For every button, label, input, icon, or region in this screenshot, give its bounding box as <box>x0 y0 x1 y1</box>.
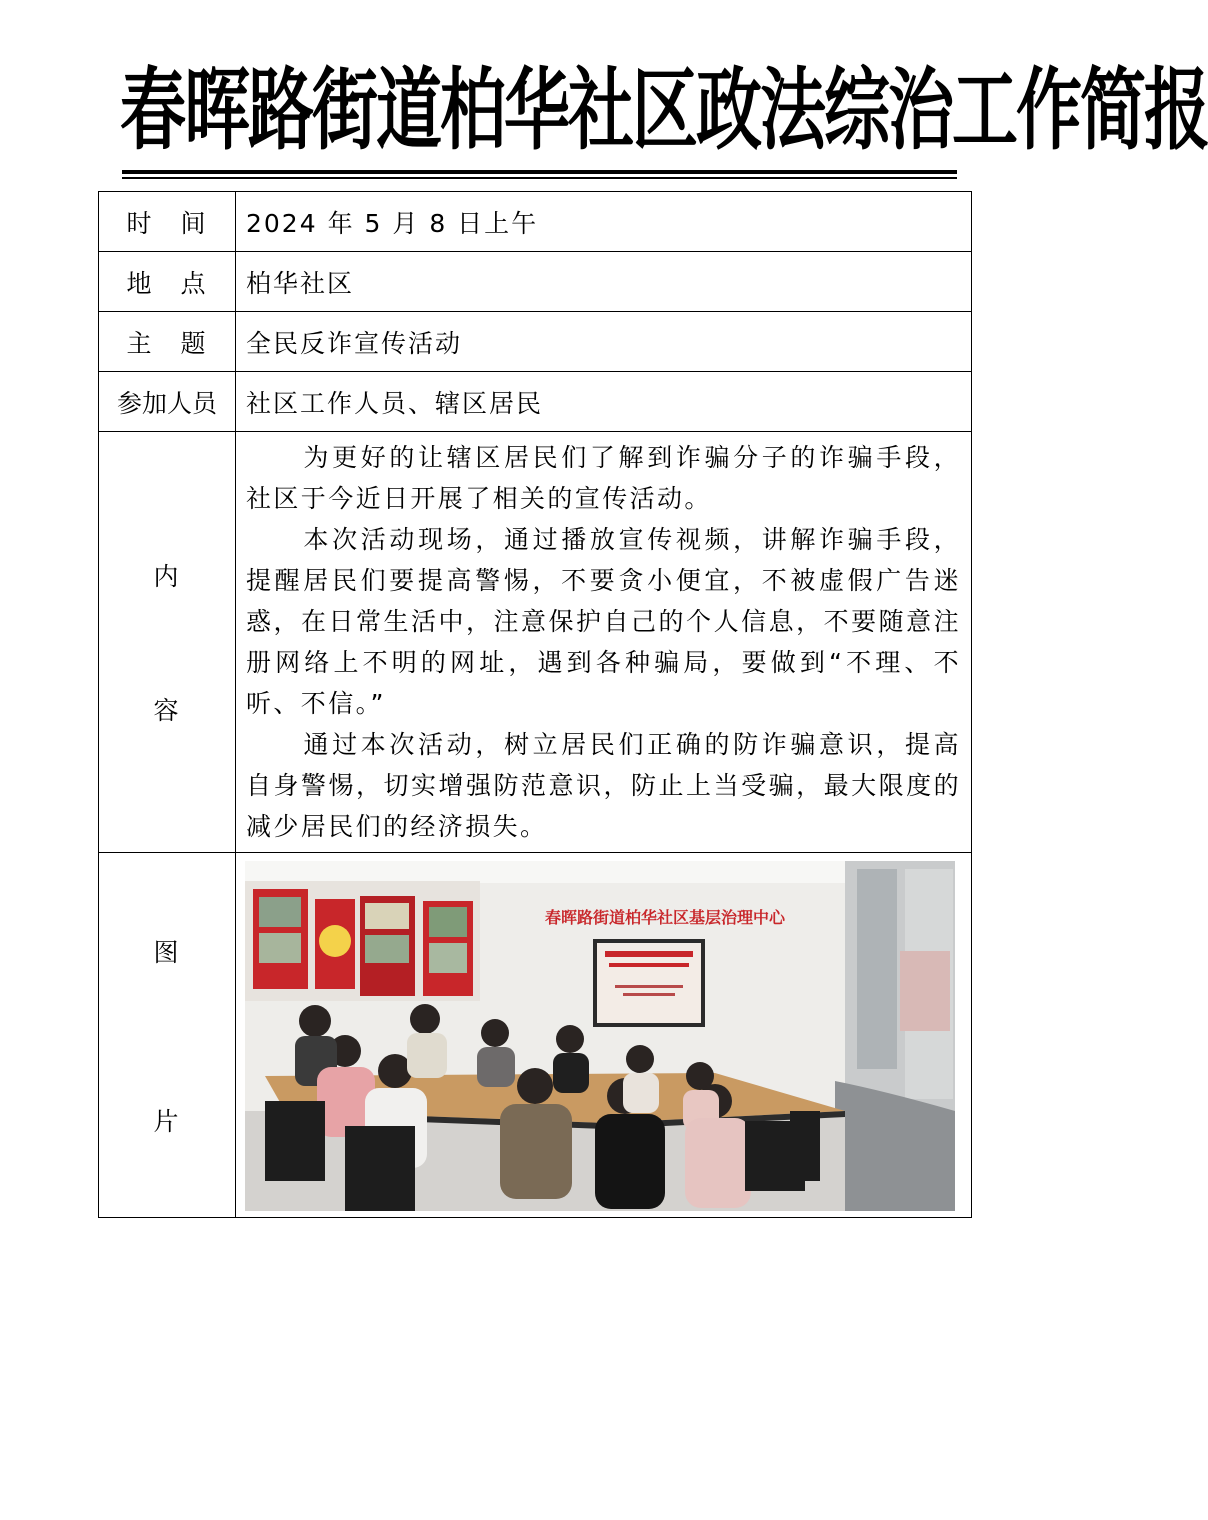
wall-sign-text: 春晖路街道柏华社区基层治理中心 <box>544 908 786 927</box>
row-topic <box>99 312 972 372</box>
content-label-cell <box>99 432 236 853</box>
page-title: 春晖路街道柏华社区政法综治工作简报 <box>120 57 1208 163</box>
participants-value: 社区工作人员、辖区居民 <box>236 372 972 432</box>
photo-label-cell <box>99 853 236 1218</box>
content-cell <box>236 432 972 853</box>
participants-label: 参加人员 <box>99 372 236 432</box>
time-label: 时 间 <box>99 192 236 252</box>
row-participants <box>99 372 972 432</box>
content-label-1: 内 <box>153 562 181 591</box>
row-place <box>99 252 972 312</box>
title-divider-thin <box>122 177 957 179</box>
activity-photo-illustration <box>245 861 955 1211</box>
photo-label-2: 片 <box>153 1106 181 1136</box>
place-value: 柏华社区 <box>236 252 972 312</box>
row-content <box>99 432 972 853</box>
content-paragraph-3: 通过本次活动，树立居民们正确的防诈骗意识，提高自身警惕，切实增强防范意识，防止上当受骗，最大限度的减少居民们的经济损失。 <box>246 730 961 841</box>
activity-photo <box>245 861 955 1211</box>
content-paragraph-1: 为更好的让辖区居民们了解到诈骗分子的诈骗手段，社区于今近日开展了相关的宣传活动。 <box>246 443 961 513</box>
photo-cell <box>236 853 972 1218</box>
report-table <box>98 191 972 1218</box>
topic-value: 全民反诈宣传活动 <box>236 312 972 372</box>
topic-label: 主 题 <box>99 312 236 372</box>
content-paragraph-2: 本次活动现场，通过播放宣传视频，讲解诈骗手段，提醒居民们要提高警惕，不要贪小便宜，不被虚假广告迷惑，在日常生活中，注意保护自己的个人信息，不要随意注册网络上不明的网址，遇到各种骗局，要做到“不理、不听、不信。” <box>246 525 961 718</box>
time-value: 2024 年 5 月 8 日上午 <box>236 192 972 252</box>
place-label: 地 点 <box>99 252 236 312</box>
row-photo <box>99 853 972 1218</box>
content-label-2: 容 <box>153 696 181 725</box>
row-time <box>99 192 972 252</box>
title-divider-thick <box>122 170 957 174</box>
photo-label-1: 图 <box>153 937 181 967</box>
